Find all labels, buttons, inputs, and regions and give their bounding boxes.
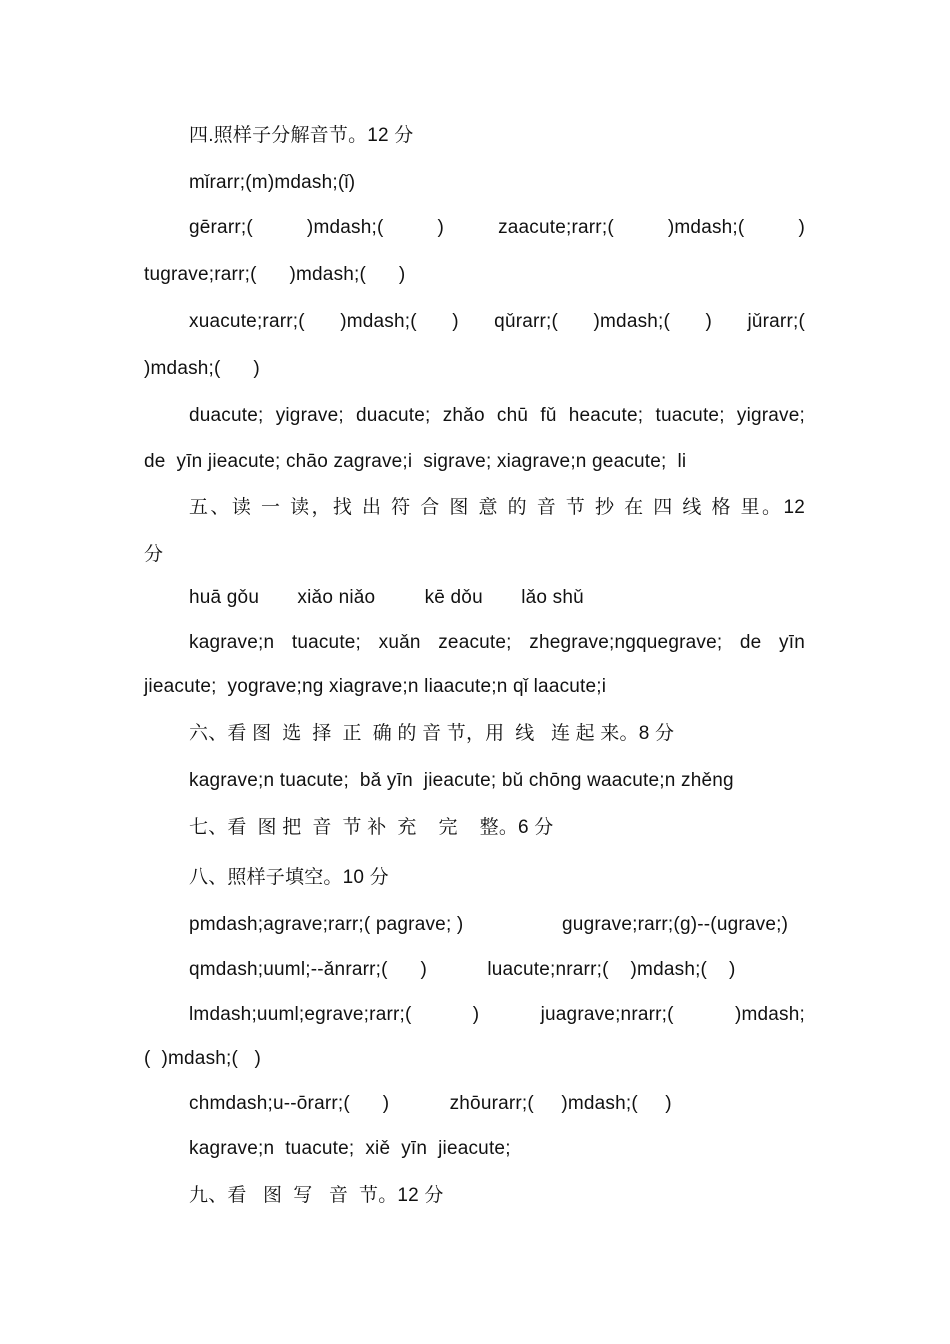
exercise-line: gērarr;( )mdash;( ) zaacute;rarr;( )mdash;( ) [189, 217, 805, 238]
pinyin-line: jieacute; yograve;ng xiagrave;n liaacute;n qǐ laacute;i [144, 676, 607, 697]
exercise-line: lmdash;uuml;egrave;rarr;( ) juagrave;nrarr;( )mdash; [189, 1004, 805, 1025]
exercise-line: ( )mdash;( ) [144, 1048, 262, 1069]
exercise-line: qmdash;uuml;--ǎnrarr;( ) luacute;nrarr;( )mdash;( ) [189, 959, 736, 980]
exercise-line: chmdash;u--ōrarr;( ) zhōurarr;( )mdash;( ) [189, 1093, 672, 1114]
section-7-heading: 七、看 图 把 音 节 补 充 完 整。6 分 [189, 817, 554, 838]
example-line: mǐrarr;(m)mdash;(ǐ) [189, 172, 356, 193]
section-8-heading: 八、照样子填空。10 分 [189, 867, 389, 888]
pinyin-line: de yīn jieacute; chāo zagrave;i sigrave; xiagrave;n geacute; li [144, 451, 687, 472]
exercise-line: tugrave;rarr;( )mdash;( ) [144, 264, 406, 285]
section-4-heading: 四.照样子分解音节。12 分 [189, 125, 414, 146]
pinyin-line: kagrave;n tuacute; bǎ yīn jieacute; bǔ chōng waacute;n zhěng [189, 770, 734, 791]
pinyin-line: huā gǒu xiǎo niǎo kē dǒu lǎo shǔ [189, 587, 584, 608]
pinyin-line: kagrave;n tuacute; xiě yīn jieacute; [189, 1138, 511, 1159]
pinyin-line: duacute; yigrave; duacute; zhǎo chū fǔ heacute; tuacute; yigrave; [189, 405, 805, 426]
section-6-heading: 六、看 图 选 择 正 确 的 音 节，用 线 连 起 来。8 分 [189, 723, 675, 744]
section-9-heading: 九、看 图 写 音 节。12 分 [189, 1185, 444, 1206]
exercise-line: )mdash;( ) [144, 358, 260, 379]
section-5-heading: 五、读 一 读，找 出 符 合 图 意 的 音 节 抄 在 四 线 格 里。12 [189, 497, 805, 518]
exercise-line: pmdash;agrave;rarr;( pagrave; ) gugrave;rarr;(g)--(ugrave;) [189, 914, 789, 935]
exercise-line: xuacute;rarr;( )mdash;( ) qǔrarr;( )mdash;( ) jǔrarr;( [189, 311, 805, 332]
pinyin-line: kagrave;n tuacute; xuǎn zeacute; zhegrave;ngquegrave; de yīn [189, 632, 805, 653]
section-5-heading-cont: 分 [144, 544, 164, 565]
